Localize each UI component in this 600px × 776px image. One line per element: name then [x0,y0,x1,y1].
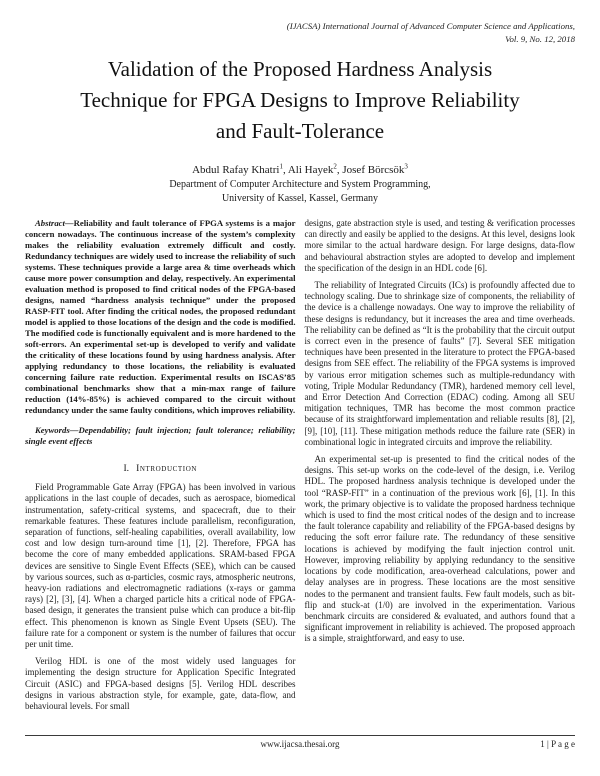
body-paragraph-experimental-setup: An experimental set-up is presented to find the critical nodes of the designs. This set-up works on the code-level of the design, i.e. Verilog HDL. The proposed hardness analysis technique is developed under the tool “RASP-FIT” in a continuation of the previous work [6], [1]. In this work, the primary objective is to validate the proposed hardness technique which is used to find the most critical nodes of the design and to increase the fault tolerance capability and reliability of the FPGA-based designs by reducing the soft error failure rate. The redundancy of these sensitive locations is achieved by modifying the fault injection control unit. However, improving reliability by applying redundancy to the sensitive locations by code modification, area-overhead calculations, power and delay analyses are in progress. These locations are the most sensitive nodes to the permanent and transient faults. Few fault models, such as bit-flip and stuck-at (1/0) are involved in the experimentation. Various benchmark circuits are considered & evaluated, and authors found that a significant improvement in reliability is achieved. The proposed approach is a simple, straightforward, and easy to use. [304,454,575,644]
affiliation-department: Department of Computer Architecture and System Programming, [169,179,431,190]
section-heading-introduction [25,463,296,474]
journal-name: (IJACSA) International Journal of Advanced Computer Science and Applications, [286,21,575,31]
footer-journal-url: www.ijacsa.thesai.org [260,739,340,749]
footer-divider [25,735,575,736]
journal-volume: Vol. 9, No. 12, 2018 [505,33,575,44]
title-line-1: Validation of the Proposed Hardness Analysis [107,57,493,81]
abstract-text: Reliability and fault tolerance of FPGA systems is a major concern nowadays. The continuous increase of the system’s complexity makes the reliability evaluation extremely difficult and costly. Redundancy techniques are widely used to increase the reliability of such systems. These techniques provide a large area & time overheads which cause more power consumption and delay, respectively. An experimental evaluation method is proposed to find critical nodes of the FPGA-based designs, named “hardness analysis technique” under the proposed RASP-FIT tool. After finding the critical nodes, the proposed redundant model is applied to those locations of the design and the code is modified. The modified code is functionally equivalent and is more hardened to the soft-errors. An experimental set-up is developed to verify and validate the criticality of these locations found by using hardness analysis. After applying redundancy to those locations, the reliability is evaluated concerning failure rate reduction. Experimental results on ISCAS’85 combinational benchmarks show that a min-max range of failure reduction (14%-85%) is achieved compared to the circuit without redundancy under the same faulty conditions, which improves reliability. [25,218,296,415]
two-column-body [25,218,575,734]
section-number: I. [123,463,130,474]
author-3: , Josef Börcsök [336,164,405,176]
intro-paragraph-2: Verilog HDL is one of the most widely used languages for implementing the design structure for Application Specific Integrated Circuit (ASIC) and FPGA-based designs [5]. Verilog HDL describes designs in various abstraction style, for example, gate, data-flow, and behavioural levels. For small [25,656,296,712]
intro-paragraph-1: Field Programmable Gate Array (FPGA) has been involved in various applications in the last couple of decades, such as aerospace, biomedical instrumentation, safety-critical systems, and spacecraft, due to their remarkable features. These features include parallelism, reconfiguration, separation of functions, self-healing capabilities, overall availability, low cost and low design turn-around time [1], [2]. Therefore, FPGA has become the core of many embedded applications. SRAM-based FPGA devices are sensitive to Single Event Effects (SEE), which can be caused by various sources, such as α-particles, cosmic rays, atmospheric neutrons, heavy-ion radiations and electromagnetic radiations (x-rays or gamma rays) [2], [3], [4]. When a charged particle hits a critical node of FPGA-based design, it generates the transient pulse which can produce a bit-flip effect. This phenomenon is known as Single Event Upsets (SEU). The failure rate for a component or system is the number of failures that occur per unit time. [25,482,296,650]
body-paragraph-reliability: The reliability of Integrated Circuits (ICs) is profoundly affected due to technology scaling. Due to shrinkage size of components, the reliability of the device is a challenge nowadays. One way to improve the reliability of these designs is redundancy, but it increases the area and time overheads. The reliability can be defined as “It is the probability that the circuit output is correct even in the presence of faults” [7]. Several SEE mitigation techniques have been presented in the literature to protect the FPGA-based designs from SEE effect. The reliability of the FPGA systems is improved by various error mitigation schemes such as multiple-redundancy with voting, Triple Modular Redundancy (TMR), hardened memory cell level, and Error Detection And Correction (EDAC) coding. Among all SEU mitigation techniques, TMR has become the most common practice because of its straightforward implementation and reliable results [8], [2], [9], [10], [11]. These mitigation methods reduce the failure rate (SER) in combinational logic in integrated circuits and improve the reliability. [304,280,575,447]
footer-page-number: 1 | P a g e [540,739,575,749]
author-2: , Ali Hayek [282,164,334,176]
author-names [0,163,600,178]
paper-title [40,54,560,147]
body-paragraph-continuation: designs, gate abstraction style is used, and testing & verification processes can directly and easily be applied to the designs. At this level, designs look more similar to the actual hardware design. For large designs, data-flow and behavioural abstraction styles are adopted to develop and implement the specification of the design in an HDL code [6]. [304,218,575,273]
keywords-text: Dependability; fault injection; fault tolerance; reliability; single event effects [25,425,296,446]
journal-header [287,20,575,45]
right-column [305,218,576,734]
title-line-2: Technique for FPGA Designs to Improve Reliability [80,88,520,112]
author-1: Abdul Rafay Khatri [192,164,280,176]
author-2-affiliation-mark: 2 [333,162,337,171]
authors-block [0,163,600,205]
abstract-label: Abstract— [35,218,74,228]
author-1-affiliation-mark: 1 [279,162,283,171]
author-3-affiliation-mark: 3 [404,162,408,171]
keywords-label: Keywords— [35,425,79,435]
title-line-3: and Fault-Tolerance [215,119,385,143]
abstract [25,218,296,416]
affiliation-university: University of Kassel, Kassel, Germany [221,192,379,204]
section-title: Introduction [136,463,198,474]
keywords [25,425,296,447]
left-column [25,218,296,734]
